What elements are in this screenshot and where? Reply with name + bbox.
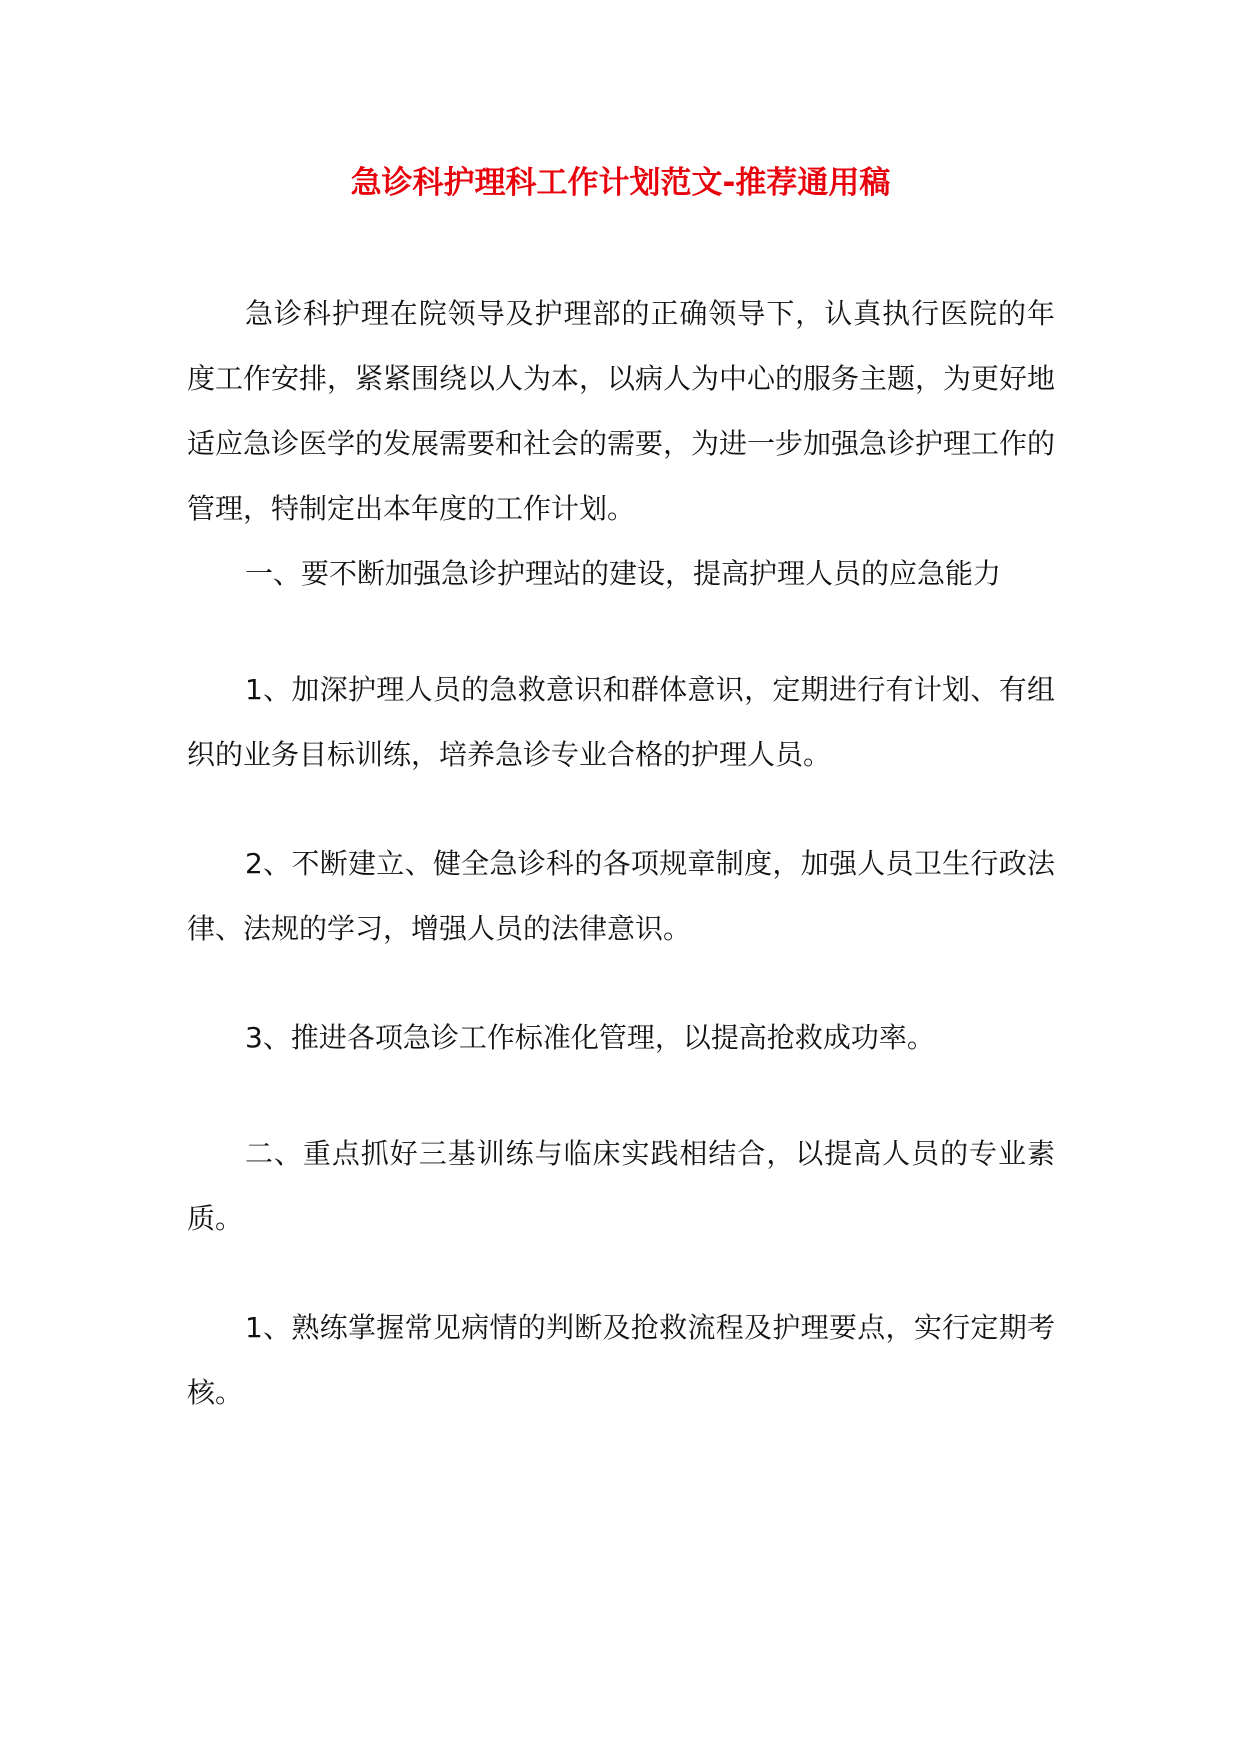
paragraph-item-2-1: 1、熟练掌握常见病情的判断及抢救流程及护理要点，实行定期考核。 (187, 1311, 1055, 1409)
section-heading-1: 一、要不断加强急诊护理站的建设，提高护理人员的应急能力 (245, 557, 1002, 590)
paragraph-item-1-1: 1、加深护理人员的急救意识和群体意识，定期进行有计划、有组织的业务目标训练，培养急诊专业合格的护理人员。 (187, 673, 1055, 771)
document-title: 急诊科护理科工作计划范文-推荐通用稿 (350, 165, 891, 201)
paragraph-item-1-3: 3、推进各项急诊工作标准化管理，以提高抢救成功率。 (245, 1021, 935, 1054)
paragraph-intro: 急诊科护理在院领导及护理部的正确领导下，认真执行医院的年度工作安排，紧紧围绕以人为本，以病人为中心的服务主题，为更好地适应急诊医学的发展需要和社会的需要，为进一步加强急诊护理工作的管理，特制定出本年度的工作计划。 (187, 297, 1056, 525)
paragraph-item-1-2: 2、不断建立、健全急诊科的各项规章制度，加强人员卫生行政法律、法规的学习，增强人员的法律意识。 (187, 847, 1055, 945)
section-heading-2: 二、重点抓好三基训练与临床实践相结合，以提高人员的专业素质。 (187, 1137, 1055, 1235)
